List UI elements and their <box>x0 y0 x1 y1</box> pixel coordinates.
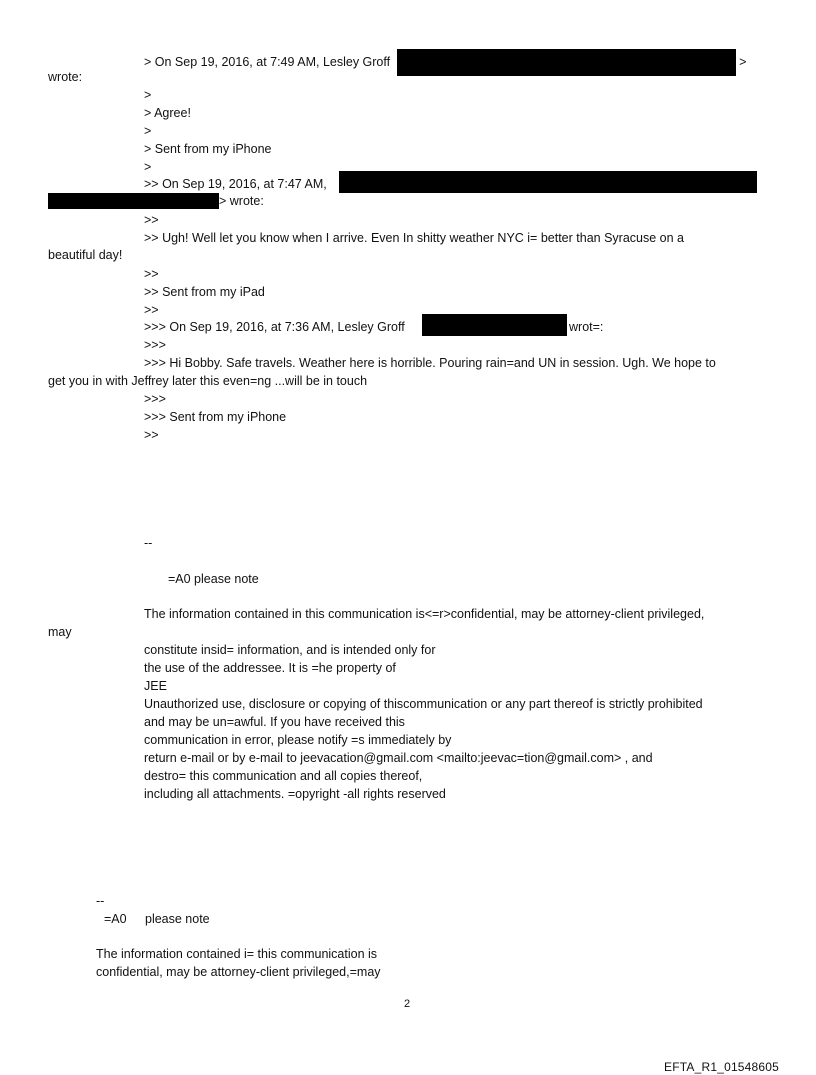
thread-line: >> Sent from my iPad <box>144 285 265 299</box>
disclaimer-line: communication in error, please notify =s immediately by <box>144 733 452 747</box>
disclaimer-line: including all attachments. =opyright -all rights reserved <box>144 787 446 801</box>
thread-line <box>144 176 327 192</box>
redaction-bar <box>397 49 736 76</box>
thread-line: wrot=: <box>569 320 604 334</box>
redaction-bar <box>339 171 757 193</box>
thread-line: >>> Hi Bobby. Safe travels. Weather here is horrible. Pouring rain=and UN in session. Ugh. We hope to <box>144 356 716 370</box>
disclaimer-line: The information contained i= this communication is <box>96 947 378 961</box>
quote-header-1-tail: > <box>739 54 747 69</box>
thread-line: >>> Sent from my iPhone <box>144 410 287 424</box>
thread-line: >> Ugh! Well let you know when I arrive. Even In shitty weather NYC i= better than Syracuse on a <box>144 231 684 245</box>
quote-header-3: >>> On Sep 19, 2016, at 7:36 AM, Lesley Groff <box>144 320 405 334</box>
thread-line: >> <box>144 267 159 281</box>
disclaimer-line: The information contained in this communication is<=r>confidential, may be attorney-client privileged, <box>144 607 705 621</box>
separator: -- <box>96 894 105 908</box>
disclaimer-line: Unauthorized use, disclosure or copying of thiscommunication or any part thereof is strictly prohibited <box>144 697 703 711</box>
redaction-bar <box>422 314 567 336</box>
thread-line <box>144 319 405 335</box>
disclaimer-line: JEE <box>144 679 167 693</box>
disclaimer-line: destro= this communication and all copies thereof, <box>144 769 423 783</box>
thread-line <box>144 49 746 76</box>
thread-line: >> <box>144 303 159 317</box>
disclaimer-line: and may be un=awful. If you have received this <box>144 715 405 729</box>
thread-line: >>> <box>144 392 166 406</box>
thread-line: > <box>144 124 152 138</box>
please-note-code: =A0 <box>104 912 127 926</box>
thread-line: > wrote: <box>219 194 264 208</box>
disclaimer-line: may <box>48 625 72 639</box>
thread-line: >>> <box>144 338 166 352</box>
thread-line: > Agree! <box>144 106 191 120</box>
quote-header-1: > On Sep 19, 2016, at 7:49 AM, Lesley Groff <box>144 54 391 69</box>
thread-line: > <box>144 160 152 174</box>
quote-header-2: >> On Sep 19, 2016, at 7:47 AM, <box>144 177 327 191</box>
thread-line: beautiful day! <box>48 248 123 262</box>
separator: -- <box>144 536 153 550</box>
disclaimer-line: return e-mail or by e-mail to jeevacation@gmail.com <mailto:jeevac=tion@gmail.com> , and <box>144 751 653 765</box>
thread-line: >> <box>144 428 159 442</box>
page-number: 2 <box>404 998 411 1010</box>
thread-line: > Sent from my iPhone <box>144 142 272 156</box>
disclaimer-line: the use of the addressee. It is =he property of <box>144 661 396 675</box>
please-note: =A0 please note <box>168 572 259 586</box>
document-id: EFTA_R1_01548605 <box>664 1060 780 1074</box>
thread-line: >> <box>144 213 159 227</box>
disclaimer-line: constitute insid= information, and is intended only for <box>144 643 436 657</box>
thread-line: get you in with Jeffrey later this even=ng ...will be in touch <box>48 374 368 388</box>
redaction-bar <box>48 193 219 209</box>
thread-line: wrote: <box>48 70 83 84</box>
please-note: please note <box>145 912 210 926</box>
thread-line: > <box>144 88 152 102</box>
disclaimer-line: confidential, may be attorney-client privileged,=may <box>96 965 381 979</box>
